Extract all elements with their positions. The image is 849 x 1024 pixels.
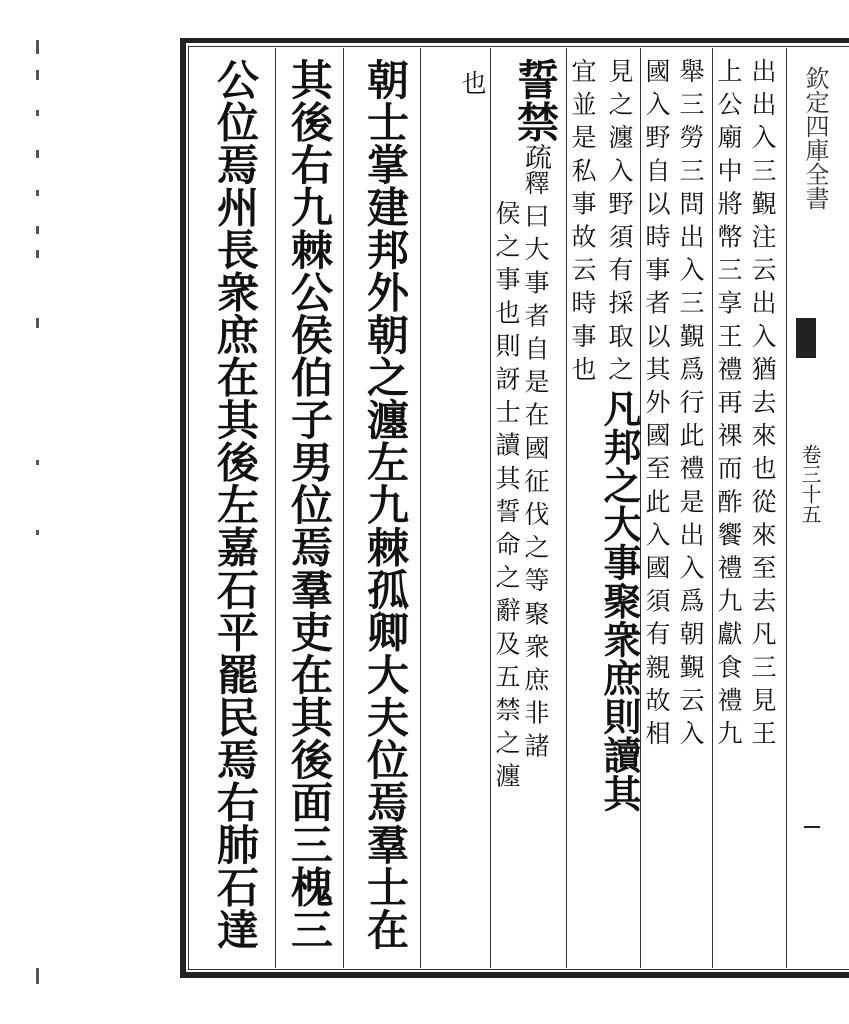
text-column: 國入野自以時事者以其外國至此入國須有親故相 <box>642 58 671 754</box>
commentary-marker: 疏 <box>520 143 551 170</box>
text-column: 出出入三覲注云出入猶去來也從來至去凡三見王 <box>748 58 777 754</box>
scan-speck <box>36 190 39 196</box>
scan-speck <box>36 318 39 328</box>
text-column: 朝士掌建邦外朝之瀍左九棘孤卿大夫位焉羣士在 <box>361 58 410 951</box>
text-column-mixed <box>597 58 642 813</box>
fishtail-mark <box>796 318 816 358</box>
text-column: 其後右九棘公侯伯子男位焉羣吏在其後面三槐三 <box>285 58 334 951</box>
column-rule <box>275 48 276 968</box>
scan-speck <box>36 110 39 116</box>
column-rule <box>343 48 344 968</box>
column-rule <box>566 48 567 968</box>
column-rule <box>786 48 787 968</box>
text-column: 侯之事也則訝士讀其誓命之辭及五禁之瀍 <box>492 200 521 796</box>
text-column: 宜並是私事故云時事也 <box>568 58 597 389</box>
scan-speck <box>36 250 39 258</box>
commentary-text: 見之瀍入野須有採取之 <box>605 58 634 389</box>
margin-tick <box>804 826 820 828</box>
column-rule <box>712 48 713 968</box>
column-rule <box>420 48 421 968</box>
main-text: 誓禁 <box>511 58 560 143</box>
volume-number: 卷三十五 <box>798 444 822 524</box>
column-rule <box>490 48 491 968</box>
scan-speck <box>36 40 39 54</box>
text-column: 上公廟中將幣三享王禮再祼而酢饗禮九獻食禮九 <box>714 58 743 754</box>
scan-speck <box>36 226 39 234</box>
commentary-text: 釋曰大事者自是在國征伐之等聚衆庶非諸 <box>521 170 550 766</box>
text-column: 也 <box>458 70 487 104</box>
scan-speck <box>36 150 39 158</box>
text-column: 舉三勞三問出入三覲爲行此禮是出入爲朝覲云入 <box>676 58 705 754</box>
scan-speck <box>36 530 39 535</box>
scan-speck <box>36 460 39 465</box>
scan-speck <box>36 70 39 80</box>
text-column: 公位焉州長衆庶在其後左嘉石平罷民焉右肺石達 <box>211 58 260 951</box>
scan-speck <box>36 968 39 984</box>
main-text: 凡邦之大事聚衆庶則讀其 <box>597 389 642 813</box>
book-title: 欽定四庫全書 <box>801 66 829 210</box>
